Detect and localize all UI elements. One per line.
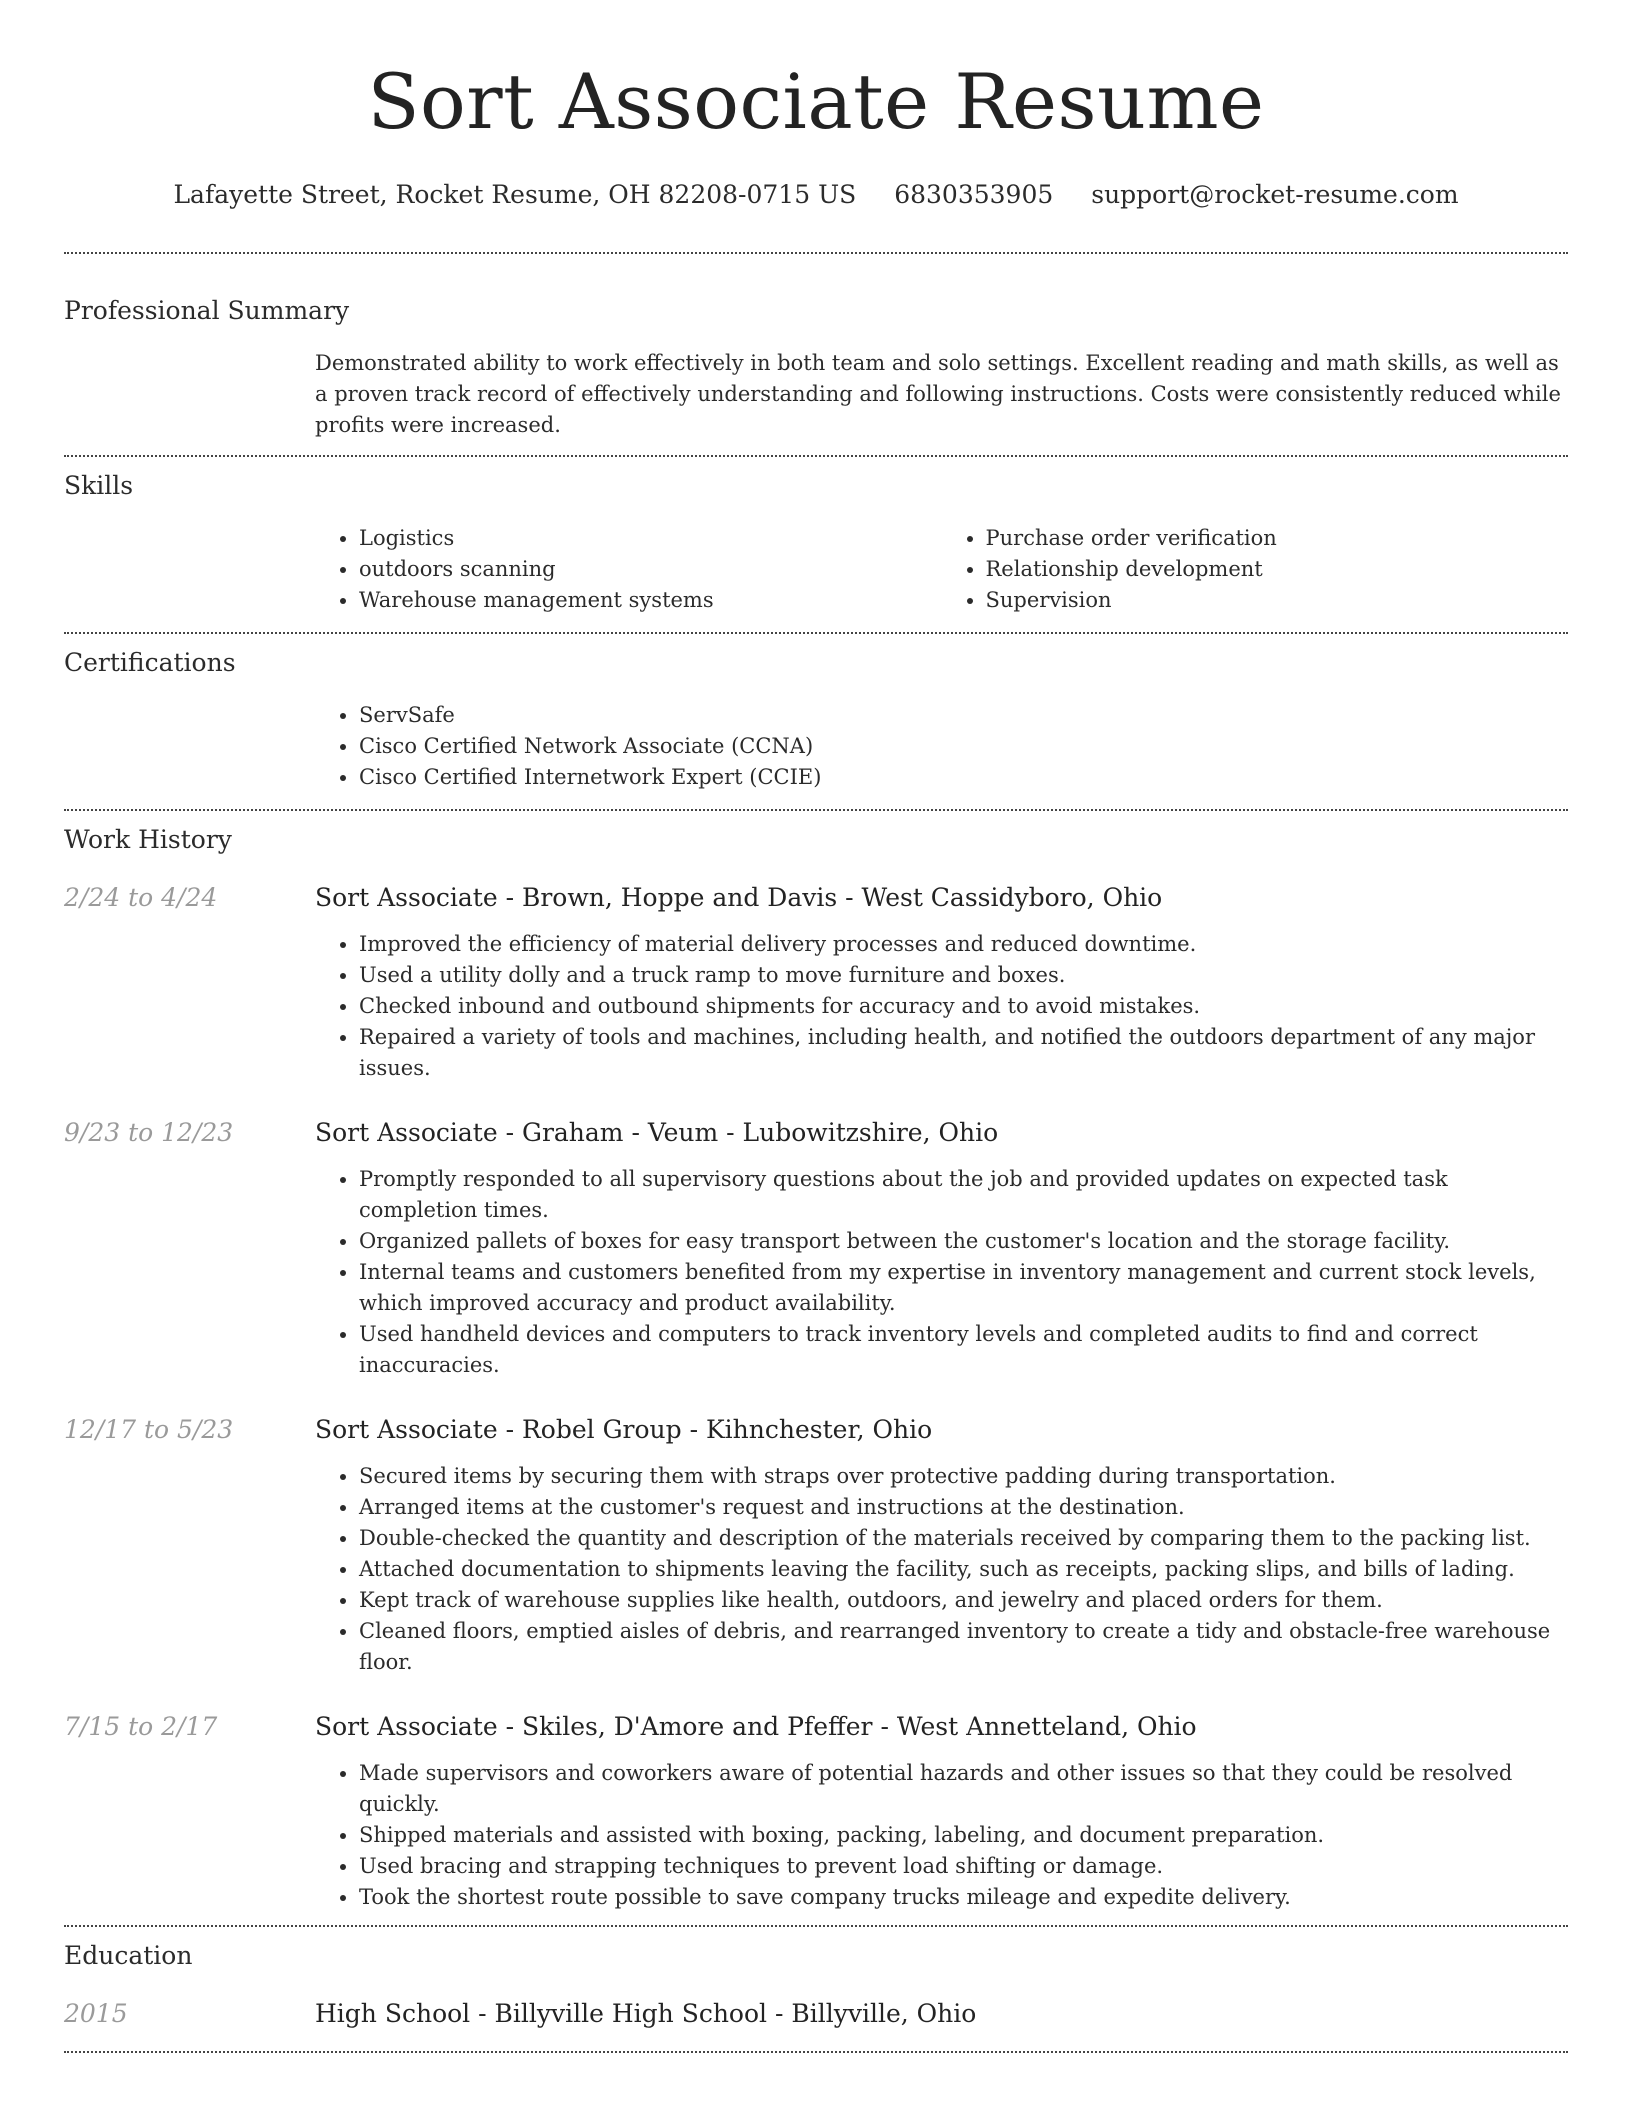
resume-name: Sort Associate Resume [367,57,1265,146]
job-title: Sort Associate - Robel Group - Kihnchester, Ohio [315,1415,933,1444]
job-bullet: • Double-checked the quantity and description of the materials received by comparing them to the packing list. [359,1523,1568,1554]
skill-item: • Supervision [986,585,1569,616]
section-title-certifications: Certifications [64,648,236,677]
job-date: 12/17 to 5/23 [64,1415,234,1444]
certifications-body [315,700,1568,809]
job-bullet: • Promptly responded to all supervisory questions about the job and provided updates on expected task completion times. [359,1164,1568,1226]
job-bullet: • Internal teams and customers benefited from my expertise in inventory management and current stock levels, which improved accuracy and product availability. [359,1257,1568,1319]
certification-item: • Cisco Certified Network Associate (CCNA) [359,731,1568,762]
section-skills [64,457,1568,632]
skills-list-right [942,523,1569,616]
skill-item: • outdoors scanning [359,554,942,585]
divider [64,2051,1568,2053]
job-main [315,1413,1568,1678]
contact-line [64,178,1568,212]
section-summary [64,254,1568,455]
skills-list-left [315,523,942,616]
skill-item: • Purchase order verification [986,523,1569,554]
job-bullets [315,1164,1568,1381]
section-title-work: Work History [64,825,232,854]
job-bullet: • Used bracing and strapping techniques to prevent load shifting or damage. [359,1851,1568,1882]
job-title: Sort Associate - Skiles, D'Amore and Pfeffer - West Annetteland, Ohio [315,1712,1197,1741]
education-entry [64,1997,1568,2031]
skill-item: • Relationship development [986,554,1569,585]
section-title-summary: Professional Summary [64,296,350,325]
section-title-skills: Skills [64,471,134,500]
job-entry [64,881,1568,1084]
job-main [315,881,1568,1084]
certification-item: • ServSafe [359,700,1568,731]
certification-item: • Cisco Certified Internetwork Expert (CCIE) [359,762,1568,793]
skills-grid [315,523,1568,632]
job-bullet: • Used handheld devices and computers to track inventory levels and completed audits to find and correct inaccuracies. [359,1319,1568,1381]
job-bullet: • Arranged items at the customer's request and instructions at the destination. [359,1492,1568,1523]
education-main [315,1997,1568,2031]
section-education [64,1927,1568,2051]
education-date: 2015 [64,1999,128,2028]
job-entry [64,1710,1568,1913]
contact-email: support@rocket-resume.com [1091,180,1459,209]
job-bullet: • Checked inbound and outbound shipments for accuracy and to avoid mistakes. [359,991,1568,1022]
skill-item: • Logistics [359,523,942,554]
job-bullet: • Took the shortest route possible to save company trucks mileage and expedite delivery. [359,1882,1568,1913]
job-bullet: • Shipped materials and assisted with boxing, packing, labeling, and document preparation. [359,1820,1568,1851]
job-bullet: • Secured items by securing them with straps over protective padding during transportation. [359,1461,1568,1492]
job-bullets [315,1758,1568,1913]
job-entry [64,1413,1568,1678]
job-bullet: • Organized pallets of boxes for easy transport between the customer's location and the storage facility. [359,1226,1568,1257]
contact-phone: 6830353905 [894,180,1054,209]
job-date: 9/23 to 12/23 [64,1118,234,1147]
summary-text: Demonstrated ability to work effectively in both team and solo settings. Excellent reading and math skills, as well as a proven track record of effectively understanding and following instructions. Costs were consistently reduced while profits were increased. [315,351,1561,437]
job-date: 7/15 to 2/17 [64,1712,218,1741]
job-title: Sort Associate - Graham - Veum - Lubowitzshire, Ohio [315,1118,999,1147]
section-certifications [64,634,1568,809]
job-bullet: • Repaired a variety of tools and machines, including health, and notified the outdoors department of any major issues. [359,1022,1568,1084]
section-work-history [64,811,1568,1925]
section-title-education: Education [64,1941,193,1970]
job-bullet: • Cleaned floors, emptied aisles of debris, and rearranged inventory to create a tidy and obstacle-free warehouse floor. [359,1616,1568,1678]
certifications-list [315,700,1568,793]
job-bullet: • Attached documentation to shipments leaving the facility, such as receipts, packing slips, and bills of lading. [359,1554,1568,1585]
job-entry [64,1116,1568,1381]
job-bullet: • Kept track of warehouse supplies like health, outdoors, and jewelry and placed orders for them. [359,1585,1568,1616]
job-bullet: • Made supervisors and coworkers aware of potential hazards and other issues so that they could be resolved quickly. [359,1758,1568,1820]
skill-item: • Warehouse management systems [359,585,942,616]
job-main [315,1116,1568,1381]
job-bullets [315,929,1568,1084]
job-title: Sort Associate - Brown, Hoppe and Davis - West Cassidyboro, Ohio [315,883,1163,912]
education-title: High School - Billyville High School - Billyville, Ohio [315,1999,977,2028]
job-date: 2/24 to 4/24 [64,883,218,912]
contact-address: Lafayette Street, Rocket Resume, OH 82208-0715 US [173,180,857,209]
job-bullets [315,1461,1568,1678]
job-bullet: • Used a utility dolly and a truck ramp to move furniture and boxes. [359,960,1568,991]
job-bullet: • Improved the efficiency of material delivery processes and reduced downtime. [359,929,1568,960]
job-main [315,1710,1568,1913]
